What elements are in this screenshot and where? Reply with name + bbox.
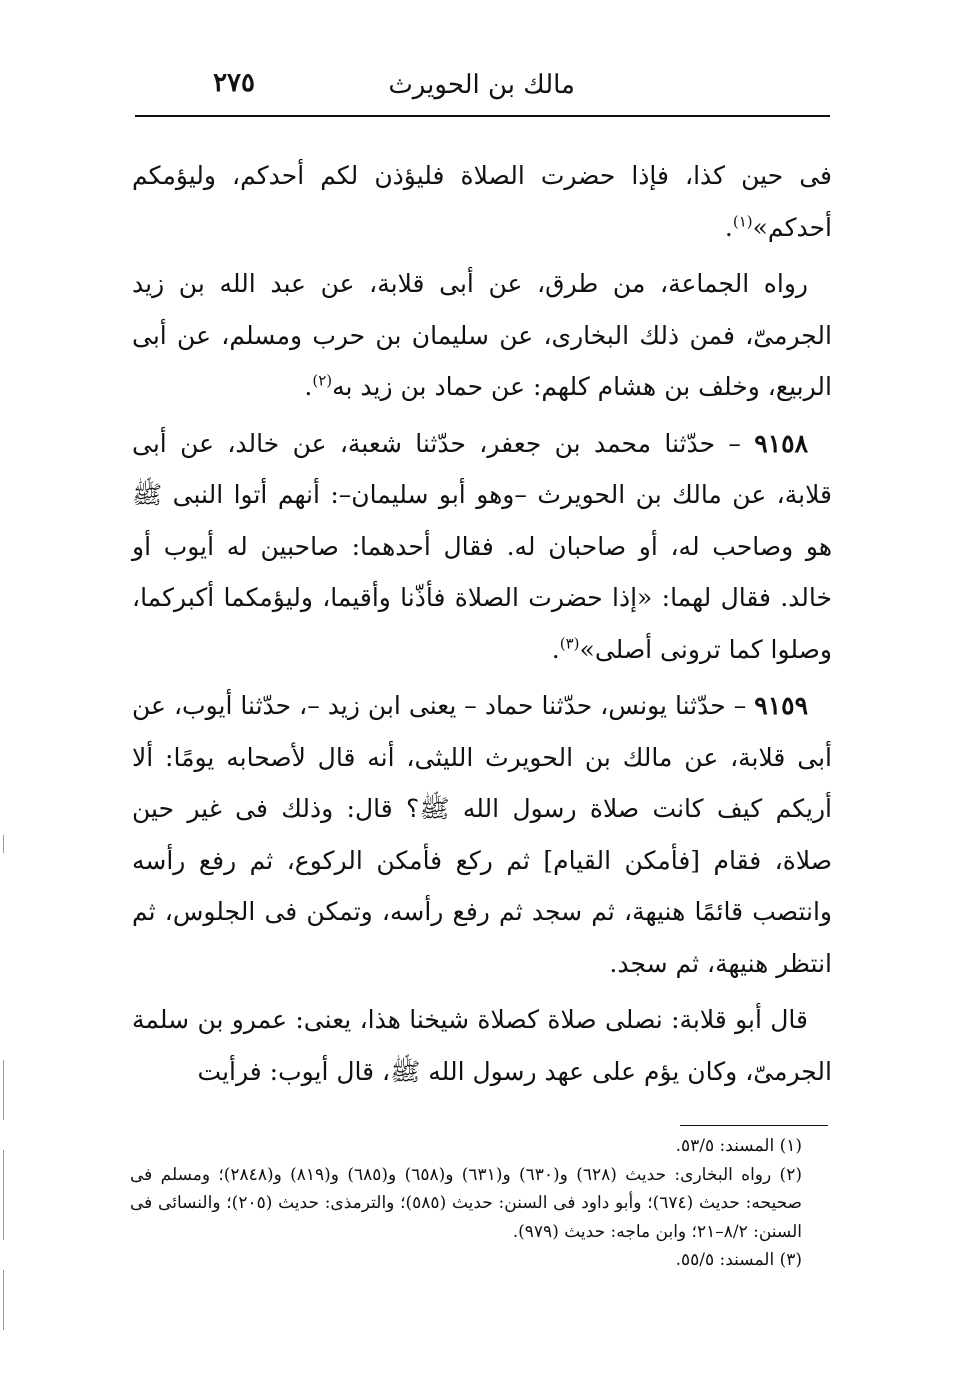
footnote: (١) المسند: ٥٣/٥. xyxy=(675,1136,802,1156)
paragraph: فى حين كذا، فإذا حضرت الصلاة فليؤذن لكم أحدكم، وليؤمكم أحدكم»$^{(١)}$. xyxy=(132,161,832,242)
paragraph xyxy=(132,994,832,1097)
running-title: مالك بن الحويرث xyxy=(388,70,575,100)
header-rule xyxy=(135,115,830,117)
running-header xyxy=(135,60,830,116)
hadith-number: ٩١٥٩ xyxy=(754,691,808,720)
footnote: (٣) المسند: ٥٥/٥. xyxy=(675,1250,802,1270)
footnote-ref: (٢) xyxy=(312,371,333,390)
scan-margin-mark xyxy=(3,1270,4,1330)
page-number: ٢٧٥ xyxy=(213,68,255,98)
hadith-entry: ٩١٥٨ – حدّثنا محمد بن جعفر، حدّثنا شعبة، عن خالد، عن أبى قلابة، عن مالك بن الحويرث –وهو أبو سليمان–: أنهم أتوا النبى ﷺ هو وصاحب له، أو صاحبان له. فقال أحدهما: صاحبين له أيوب أو خالد. فقال لهما: «إذا حضرت الصلاة فأذّنا وأقيما، وليؤمكما أكبركما، وصلوا كما ترونى أصلى»$^{(٣)}$. xyxy=(132,428,832,664)
footnote-ref: (١) xyxy=(732,212,753,231)
paragraph-text: – حدّثنا يونس، حدّثنا حماد – يعنى ابن زيد –، حدّثنا أيوب، عن أبى قلابة، عن مالك بن الحويرث الليثى، أنه قال لأصحابه يومًا: ألا أريكم كيف كانت صلاة رسول الله ﷺ؟ قال: وذلك فى غير حين صلاة، فقام [فأمكن القيام] ثم ركع فأمكن الركوع، ثم رفع رأسه وانتصب قائمًا هنيهة، ثم سجد ثم رفع رأسه، وتمكن فى الجلوس، ثم انتظر هنيهة، ثم سجد. xyxy=(132,691,832,978)
footnote-separator xyxy=(680,1125,828,1126)
paragraph-text: – حدّثنا محمد بن جعفر، حدّثنا شعبة، عن خالد، عن أبى قلابة، عن مالك بن الحويرث –وهو أبو سليمان–: أنهم أتوا النبى ﷺ هو وصاحب له، أو صاحبان له. فقال أحدهما: صاحبين له أيوب أو خالد. فقال لهما: «إذا حضرت الصلاة فأذّنا وأقيما، وليؤمكما أكبركما، وصلوا كما ترونى أصلى» xyxy=(132,428,832,664)
footnote: (٢) رواه البخارى: حديث (٦٢٨) و(٦٣٠) و(٦٣١) و(٦٥٨) و(٦٨٥) و(٨١٩) و(٢٨٤٨)؛ ومسلم فى صحيحه: حديث (٦٧٤)؛ وأبو داود فى السنن: حديث (٥٨٥)؛ والترمذى: حديث (٢٠٥)؛ والنسائى فى السنن: ٨/٢–٢١؛ وابن ماجه: حديث (٩٧٩). xyxy=(130,1164,802,1242)
scan-margin-mark xyxy=(3,1150,4,1240)
scan-margin-mark xyxy=(3,1060,4,1120)
paragraph-text: فى حين كذا، فإذا حضرت الصلاة فليؤذن لكم أحدكم، وليؤمكم أحدكم» xyxy=(132,161,832,242)
paragraph-text: قال أبو قلابة: نصلى صلاة كصلاة شيخنا هذا، يعنى: عمرو بن سلمة الجرمىّ، وكان يؤم على عهد رسول الله ﷺ، قال أيوب: فرأيت xyxy=(132,1005,832,1086)
paragraph: رواه الجماعة، من طرق، عن أبى قلابة، عن عبد الله بن زيد الجرمىّ، فمن ذلك البخارى، عن سليمان بن حرب ومسلم، عن أبى الربيع، وخلف بن هشام كلهم: عن حماد بن زيد به$^{(٢)}$. xyxy=(132,269,832,401)
paragraph-text: رواه الجماعة، من طرق، عن أبى قلابة، عن عبد الله بن زيد الجرمىّ، فمن ذلك البخارى، عن سليمان بن حرب ومسلم، عن أبى الربيع، وخلف بن هشام كلهم: عن حماد بن زيد به xyxy=(132,269,832,401)
hadith-entry xyxy=(132,680,832,989)
footnote-ref: (٣) xyxy=(559,634,580,653)
hadith-number: ٩١٥٨ xyxy=(754,428,808,458)
main-text xyxy=(132,150,832,1102)
footnotes xyxy=(130,1132,830,1275)
scan-margin-mark xyxy=(3,835,4,853)
